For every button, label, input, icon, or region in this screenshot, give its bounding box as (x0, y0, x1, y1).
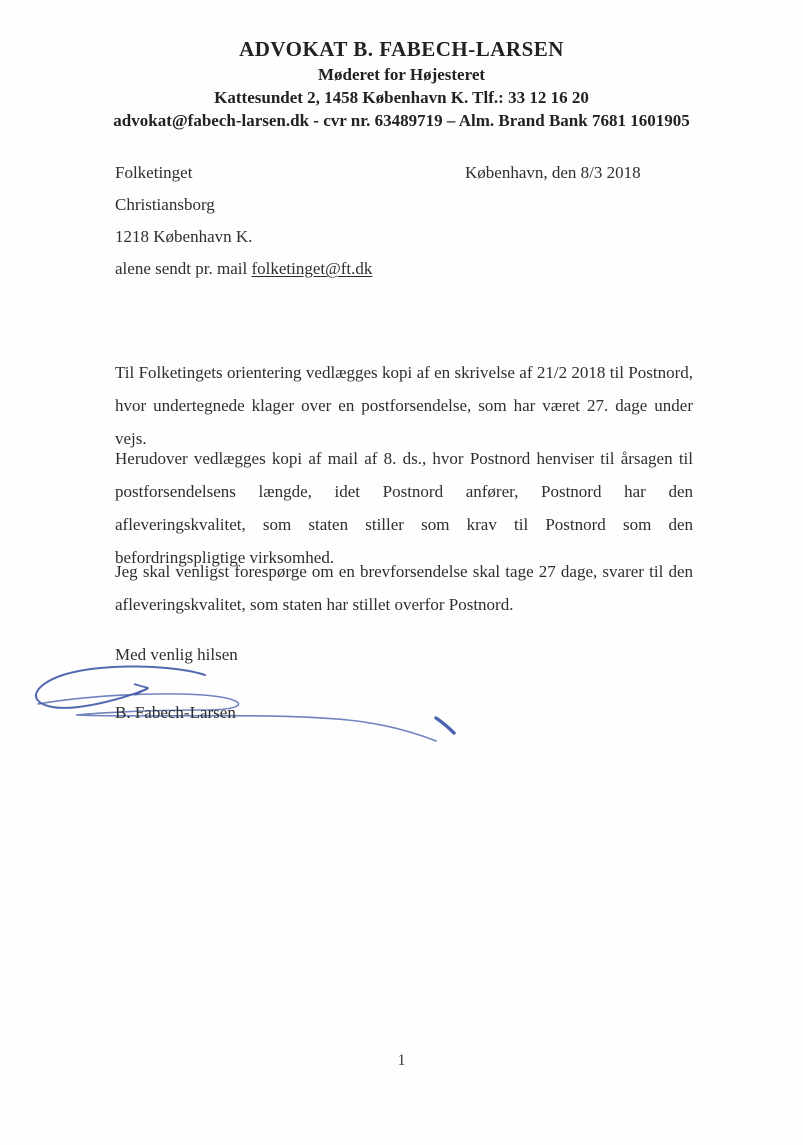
signatory-name: B. Fabech-Larsen (115, 703, 236, 722)
body-paragraph-1: Til Folketingets orientering vedlægges kopi af en skrivelse af 21/2 2018 til Postnord, hvor undertegnede klager over en postforsendelse, som har været 27. dage under vejs. (115, 363, 693, 448)
date-line: København, den 8/3 2018 (465, 163, 641, 182)
handwritten-signature-icon (8, 658, 478, 746)
body-paragraph-2: Herudover vedlægges kopi af mail af 8. ds., hvor Postnord henviser til årsagen til postforsendelsens længde, idet Postnord anfører, Postnord har den afleveringskvalitet, som staten stiller som krav til Postnord som den befordringspligtige virksomhed. (115, 449, 693, 567)
closing-salutation: Med venlig hilsen (115, 645, 238, 664)
body-paragraph-3: Jeg skal venligst forespørge om en brevforsendelse skal tage 27 dage, svarer til den afleveringskvalitet, som staten har stillet overfor Postnord. (115, 562, 693, 614)
sent-via-prefix: alene sendt pr. mail (115, 259, 252, 278)
letterhead (0, 36, 803, 132)
page-number: 1 (397, 1052, 406, 1069)
letterhead-contact-line: advokat@fabech-larsen.dk - cvr nr. 63489719 – Alm. Brand Bank 7681 1601905 (113, 111, 690, 130)
recipient-line-3: 1218 København K. (115, 227, 253, 246)
sent-via-line (115, 253, 372, 285)
recipient-address-block (115, 157, 372, 285)
recipient-email: folketinget@ft.dk (251, 259, 373, 278)
recipient-line-2: Christiansborg (115, 195, 215, 214)
recipient-line-1: Folketinget (115, 163, 193, 182)
letterhead-subtitle: Møderet for Højesteret (317, 65, 486, 84)
firm-name: ADVOKAT B. FABECH-LARSEN (239, 37, 564, 61)
letterhead-address-phone: Kattesundet 2, 1458 København K. Tlf.: 33 12 16 20 (214, 88, 589, 107)
